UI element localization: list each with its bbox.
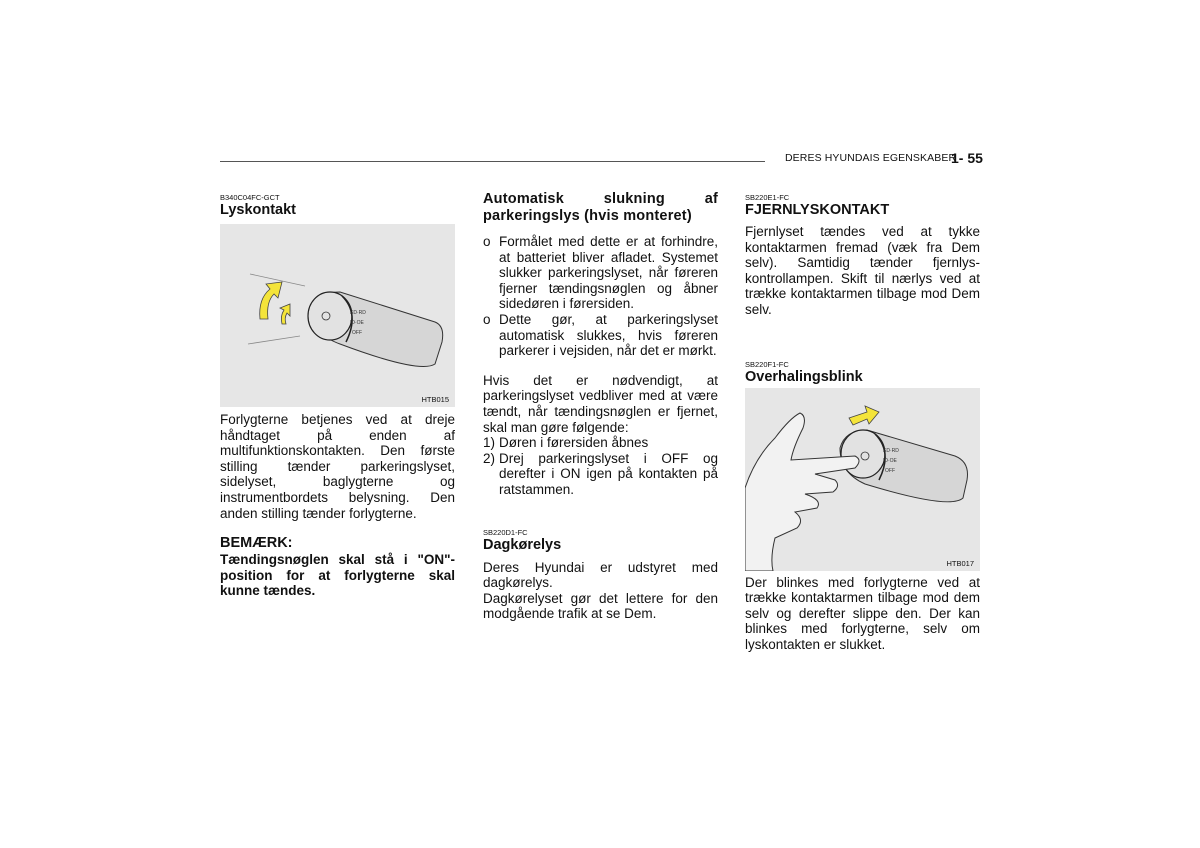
figure-overhalingsblink [745, 388, 980, 571]
list-item: o Dette gør, at parkeringslyset automatisk slukkes, hvis føreren parkerer i vejsiden, når det er mørkt. [483, 311, 718, 359]
body-text: Fjernlyset tændes ved at tykke kontaktarmen fremad (væk fra Dem selv). Samtidig tænder fjernlys-kontrollampen. Skift til nærlys ved at trække kontaktarmen tilbage mod Dem selv. [745, 224, 980, 317]
svg-text:ED·RD: ED·RD [883, 447, 899, 454]
body-text: Hvis det er nødvendigt, at parkeringslyset vedbliver med at være tændt, når tændingsnøglen er fjernet, skal man gøre følgende: [483, 372, 718, 435]
section-title-dagkorelys: Dagkørelys [483, 536, 562, 553]
page-number: 1- 55 [951, 150, 983, 166]
header-rule [220, 161, 765, 162]
figure-light-switch [220, 224, 455, 407]
section-code: SB220D1-FC [483, 527, 528, 537]
section-title-lyskontakt: Lyskontakt [220, 202, 297, 218]
body-text: Dagkørelyset gør det lettere for den modgående trafik at se Dem. [483, 590, 718, 622]
figure-code: HTB015 [421, 395, 449, 404]
list-item: 1) Døren i førersiden åbnes [483, 435, 649, 451]
list-item: o Formålet med dette er at forhindre, at batteriet bliver afladet. Systemet slukker parkeringslyset, når føreren fjerner tændingsnøglen og åbner sidedøren i førersiden. [483, 234, 718, 312]
hand-pulling-stalk-illustration [745, 388, 980, 571]
light-switch-stalk-illustration [220, 224, 455, 407]
section-code: SB220E1-FC [745, 193, 790, 202]
svg-text:OFF: OFF [885, 467, 895, 474]
section-title-parking: Automatisk slukning af parkeringslys (hvis monteret) [483, 191, 718, 224]
column-fjernlys [745, 193, 980, 653]
svg-text:ID·OE: ID·OE [350, 320, 364, 326]
note-text: Tændingsnøglen skal stå i "ON"-position for at forlygterne skal kunne tændes. [220, 552, 455, 599]
body-text: Forlygterne betjenes ved at dreje håndtaget på enden af multifunktionskontakten. Den første stilling tænder parkeringslyset, sidelyset, baglygterne og instrumentbordets belysning. Den anden stilling tænder forlygterne. [220, 412, 455, 521]
section-code: SB220F1-FC [745, 359, 789, 369]
step-list [483, 435, 718, 497]
column-lyskontakt [220, 193, 455, 599]
svg-text:ED·RD: ED·RD [350, 310, 366, 316]
section-title: DERES HYUNDAIS EGENSKABER [785, 152, 957, 164]
bullet-list [483, 234, 718, 359]
body-text: Der blinkes med forlygterne ved at trække kontaktarmen tilbage mod dem selv og derefter slippe den. Der kan blinkes med forlygterne, selv om lyskontakten er slukket. [745, 574, 980, 652]
section-code: B340C04FC-GCT [220, 193, 280, 202]
section-title-overhalingsblink: Overhalingsblink [745, 368, 863, 385]
figure-code: HTB017 [946, 558, 974, 568]
note-title: BEMÆRK: [220, 535, 293, 552]
svg-text:ID·OE: ID·OE [883, 457, 897, 464]
svg-text:OFF: OFF [352, 330, 362, 336]
list-item: 2) Drej parkeringslyset i OFF og derefter i ON igen på kontakten på ratstammen. [483, 450, 718, 497]
section-title-fjernlys: FJERNLYSKONTAKT [745, 202, 890, 218]
body-text: Deres Hyundai er udstyret med dagkørelys. [483, 559, 718, 591]
column-parkeringslys [483, 191, 718, 622]
